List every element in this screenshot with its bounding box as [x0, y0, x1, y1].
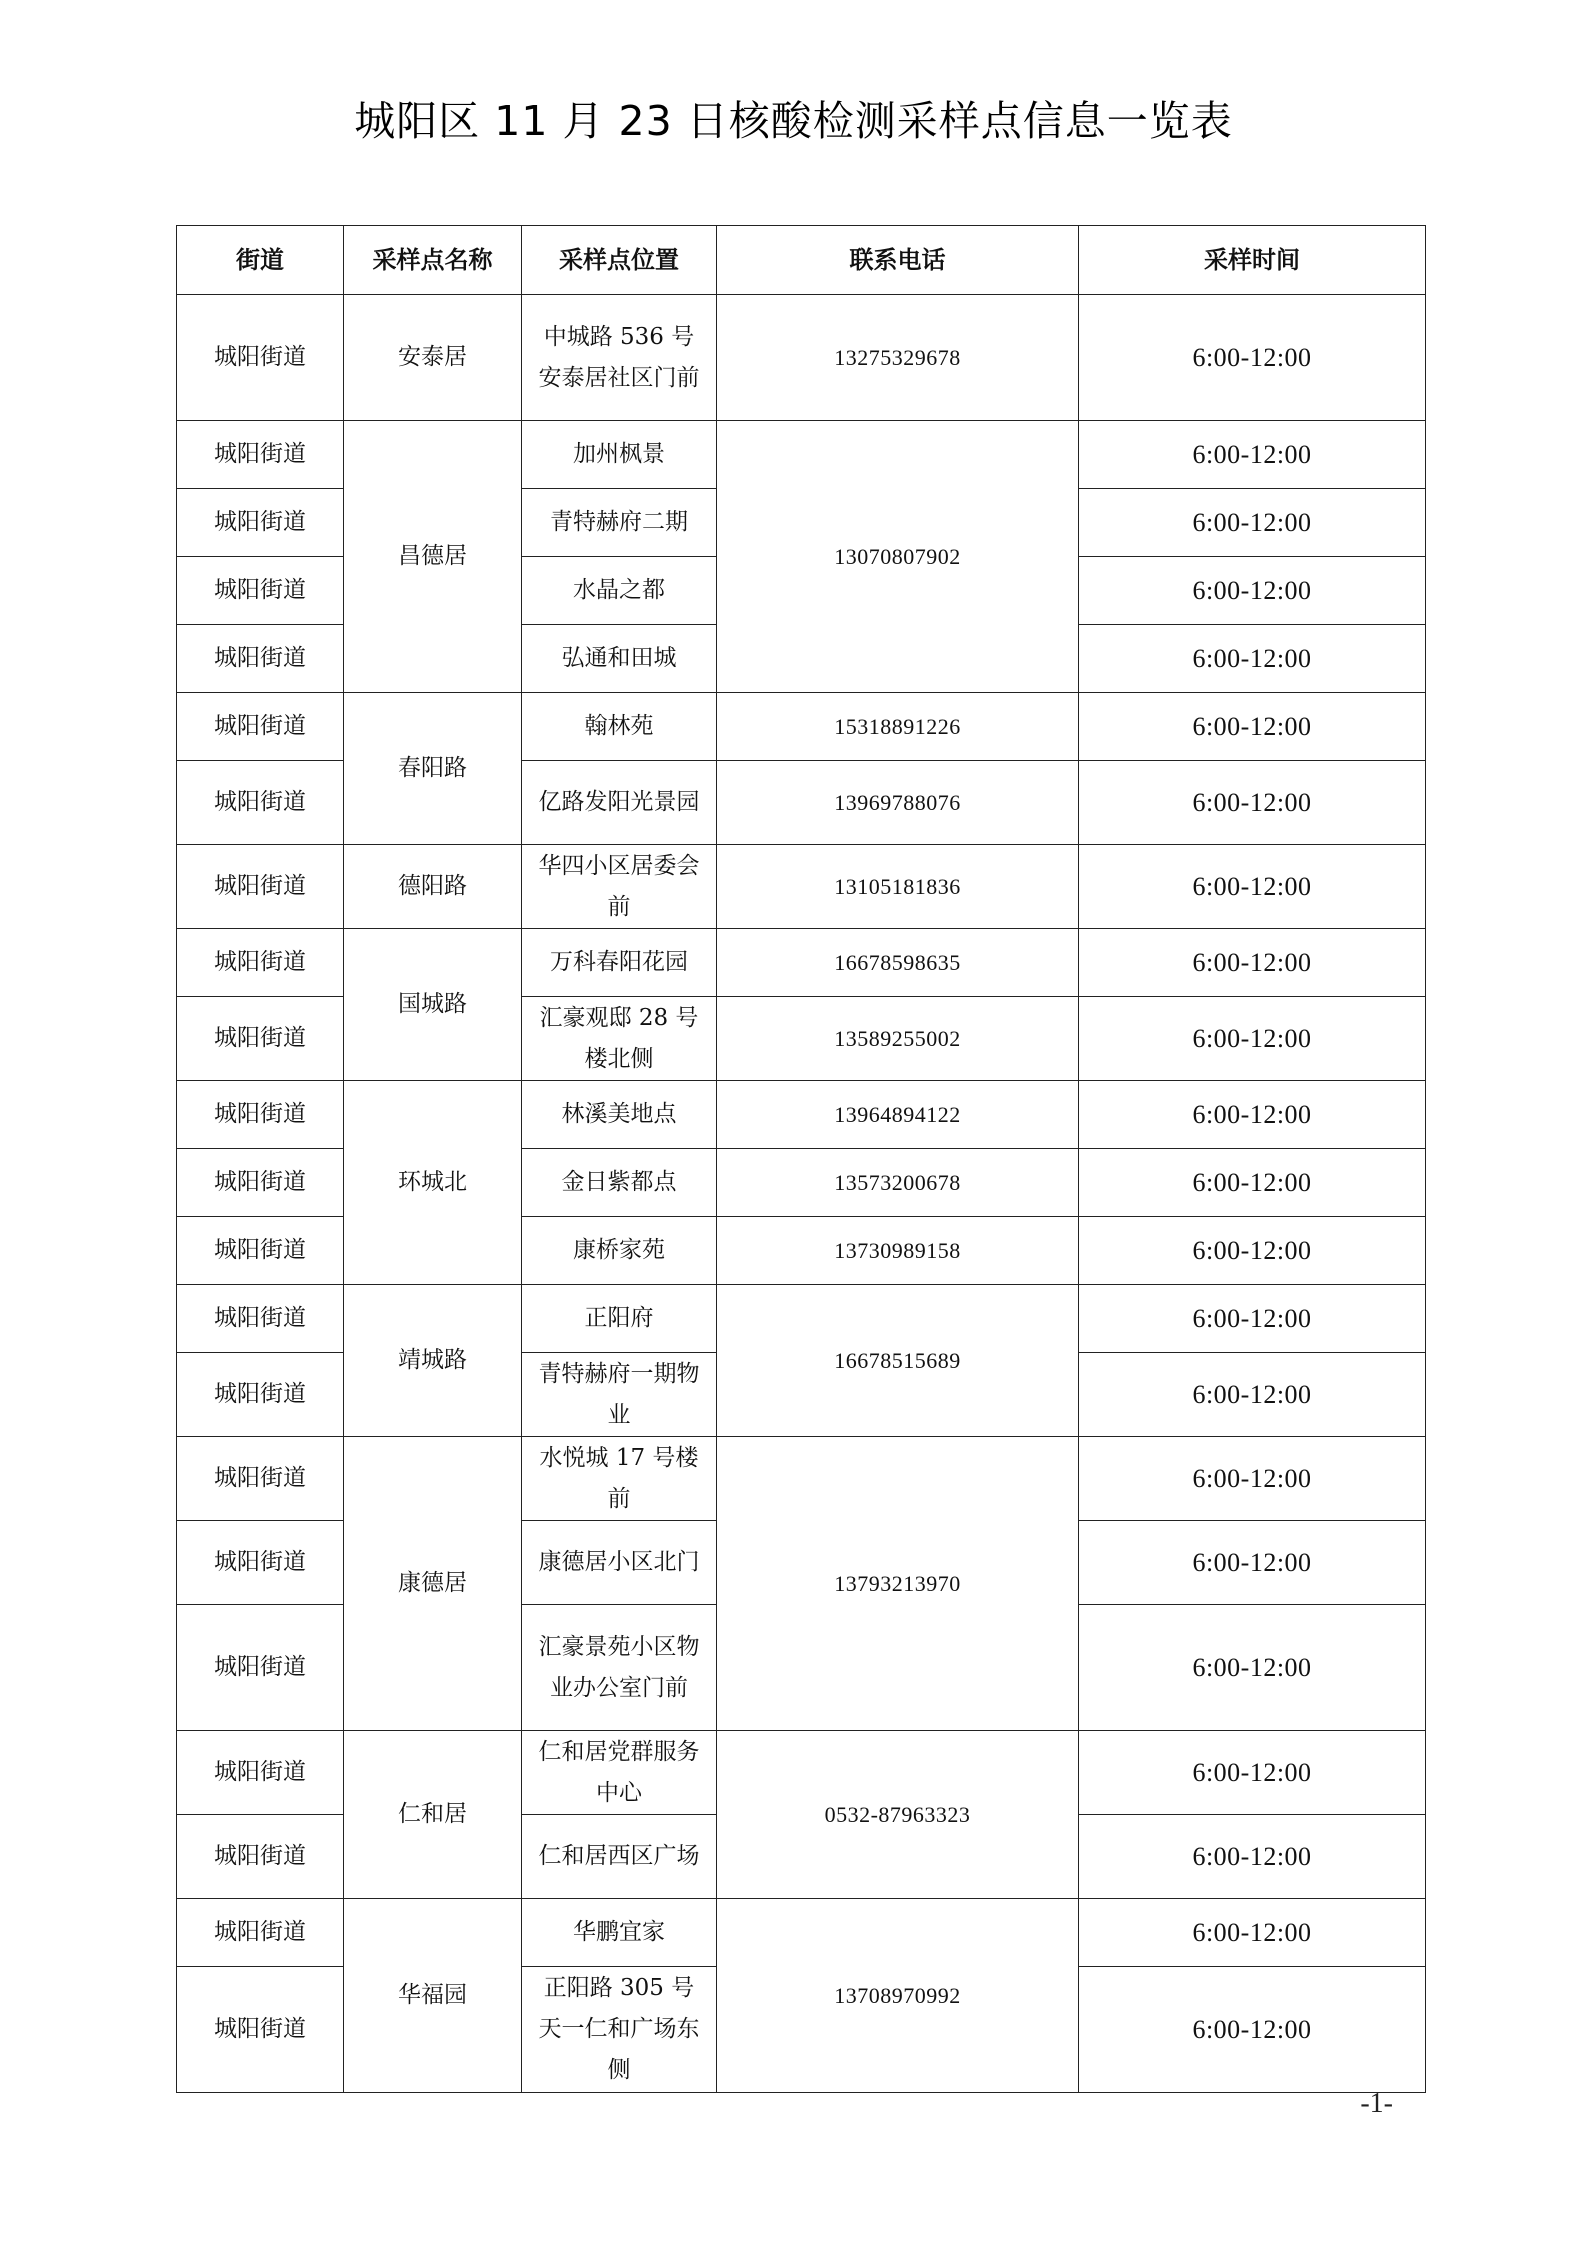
site-name-cell: 春阳路	[344, 693, 522, 845]
phone-cell: 13589255002	[717, 997, 1079, 1081]
street-cell: 城阳街道	[177, 1731, 344, 1815]
street-cell: 城阳街道	[177, 1353, 344, 1437]
table-row	[177, 1285, 1426, 1353]
site-location-cell: 华四小区居委会前	[522, 845, 717, 929]
phone-cell: 13573200678	[717, 1149, 1079, 1217]
site-location-cell: 中城路 536 号安泰居社区门前	[522, 295, 717, 421]
street-cell: 城阳街道	[177, 1285, 344, 1353]
phone-cell: 0532-87963323	[717, 1731, 1079, 1899]
site-name-cell: 华福园	[344, 1899, 522, 2093]
site-name-cell: 仁和居	[344, 1731, 522, 1899]
header-site-location: 采样点位置	[522, 226, 717, 295]
sampling-time-cell: 6:00-12:00	[1079, 997, 1426, 1081]
sampling-time-cell: 6:00-12:00	[1079, 625, 1426, 693]
site-name-cell: 德阳路	[344, 845, 522, 929]
sampling-time-cell: 6:00-12:00	[1079, 1521, 1426, 1605]
site-location-cell: 翰林苑	[522, 693, 717, 761]
street-cell: 城阳街道	[177, 845, 344, 929]
table-row	[177, 421, 1426, 489]
phone-cell: 16678598635	[717, 929, 1079, 997]
sampling-sites-table	[176, 225, 1426, 2093]
phone-cell: 13708970992	[717, 1899, 1079, 2093]
sampling-time-cell: 6:00-12:00	[1079, 1815, 1426, 1899]
phone-cell: 13964894122	[717, 1081, 1079, 1149]
site-name-cell: 康德居	[344, 1437, 522, 1731]
site-name-cell: 昌德居	[344, 421, 522, 693]
site-name-cell: 国城路	[344, 929, 522, 1081]
street-cell: 城阳街道	[177, 1815, 344, 1899]
sampling-time-cell: 6:00-12:00	[1079, 489, 1426, 557]
site-location-cell: 水悦城 17 号楼前	[522, 1437, 717, 1521]
street-cell: 城阳街道	[177, 557, 344, 625]
header-phone: 联系电话	[717, 226, 1079, 295]
street-cell: 城阳街道	[177, 1967, 344, 2093]
sampling-time-cell: 6:00-12:00	[1079, 1081, 1426, 1149]
street-cell: 城阳街道	[177, 1899, 344, 1967]
street-cell: 城阳街道	[177, 929, 344, 997]
site-location-cell: 水晶之都	[522, 557, 717, 625]
street-cell: 城阳街道	[177, 1081, 344, 1149]
table-row	[177, 693, 1426, 761]
site-location-cell: 弘通和田城	[522, 625, 717, 693]
page-title: 城阳区 11 月 23 日核酸检测采样点信息一览表	[354, 97, 1233, 145]
sampling-time-cell: 6:00-12:00	[1079, 1149, 1426, 1217]
phone-cell: 16678515689	[717, 1285, 1079, 1437]
street-cell: 城阳街道	[177, 693, 344, 761]
sampling-time-cell: 6:00-12:00	[1079, 1605, 1426, 1731]
table-row	[177, 295, 1426, 421]
street-cell: 城阳街道	[177, 1605, 344, 1731]
street-cell: 城阳街道	[177, 997, 344, 1081]
site-location-cell: 万科春阳花园	[522, 929, 717, 997]
street-cell: 城阳街道	[177, 1149, 344, 1217]
street-cell: 城阳街道	[177, 761, 344, 845]
sampling-time-cell: 6:00-12:00	[1079, 1437, 1426, 1521]
table-row	[177, 1731, 1426, 1815]
header-street: 街道	[177, 226, 344, 295]
site-location-cell: 青特赫府一期物业	[522, 1353, 717, 1437]
site-location-cell: 仁和居西区广场	[522, 1815, 717, 1899]
sampling-time-cell: 6:00-12:00	[1079, 295, 1426, 421]
table-row	[177, 1081, 1426, 1149]
site-location-cell: 汇豪观邸 28 号楼北侧	[522, 997, 717, 1081]
table-row	[177, 845, 1426, 929]
street-cell: 城阳街道	[177, 421, 344, 489]
site-location-cell: 林溪美地点	[522, 1081, 717, 1149]
sampling-time-cell: 6:00-12:00	[1079, 557, 1426, 625]
table-row	[177, 1899, 1426, 1967]
street-cell: 城阳街道	[177, 1217, 344, 1285]
phone-cell: 13105181836	[717, 845, 1079, 929]
site-location-cell: 亿路发阳光景园	[522, 761, 717, 845]
site-location-cell: 仁和居党群服务中心	[522, 1731, 717, 1815]
phone-cell: 15318891226	[717, 693, 1079, 761]
site-location-cell: 汇豪景苑小区物业办公室门前	[522, 1605, 717, 1731]
sampling-time-cell: 6:00-12:00	[1079, 1353, 1426, 1437]
site-location-cell: 正阳府	[522, 1285, 717, 1353]
sampling-time-cell: 6:00-12:00	[1079, 421, 1426, 489]
site-name-cell: 环城北	[344, 1081, 522, 1285]
page-number: -1-	[1360, 2088, 1393, 2119]
site-location-cell: 康桥家苑	[522, 1217, 717, 1285]
sampling-time-cell: 6:00-12:00	[1079, 929, 1426, 997]
site-name-cell: 靖城路	[344, 1285, 522, 1437]
street-cell: 城阳街道	[177, 625, 344, 693]
street-cell: 城阳街道	[177, 295, 344, 421]
table-body	[177, 295, 1426, 2093]
sampling-time-cell: 6:00-12:00	[1079, 1217, 1426, 1285]
street-cell: 城阳街道	[177, 1521, 344, 1605]
table-header-row	[177, 226, 1426, 295]
site-location-cell: 正阳路 305 号天一仁和广场东侧	[522, 1967, 717, 2093]
site-name-cell: 安泰居	[344, 295, 522, 421]
site-location-cell: 加州枫景	[522, 421, 717, 489]
phone-cell: 13070807902	[717, 421, 1079, 693]
table-row	[177, 1437, 1426, 1521]
sampling-time-cell: 6:00-12:00	[1079, 1731, 1426, 1815]
phone-cell: 13275329678	[717, 295, 1079, 421]
sampling-time-cell: 6:00-12:00	[1079, 1285, 1426, 1353]
sampling-time-cell: 6:00-12:00	[1079, 1967, 1426, 2093]
header-sampling-time: 采样时间	[1079, 226, 1426, 295]
site-location-cell: 康德居小区北门	[522, 1521, 717, 1605]
phone-cell: 13730989158	[717, 1217, 1079, 1285]
header-site-name: 采样点名称	[344, 226, 522, 295]
sampling-time-cell: 6:00-12:00	[1079, 761, 1426, 845]
sampling-time-cell: 6:00-12:00	[1079, 845, 1426, 929]
street-cell: 城阳街道	[177, 489, 344, 557]
site-location-cell: 华鹏宜家	[522, 1899, 717, 1967]
site-location-cell: 金日紫都点	[522, 1149, 717, 1217]
street-cell: 城阳街道	[177, 1437, 344, 1521]
sampling-time-cell: 6:00-12:00	[1079, 693, 1426, 761]
phone-cell: 13793213970	[717, 1437, 1079, 1731]
phone-cell: 13969788076	[717, 761, 1079, 845]
sampling-time-cell: 6:00-12:00	[1079, 1899, 1426, 1967]
table-row	[177, 929, 1426, 997]
site-location-cell: 青特赫府二期	[522, 489, 717, 557]
